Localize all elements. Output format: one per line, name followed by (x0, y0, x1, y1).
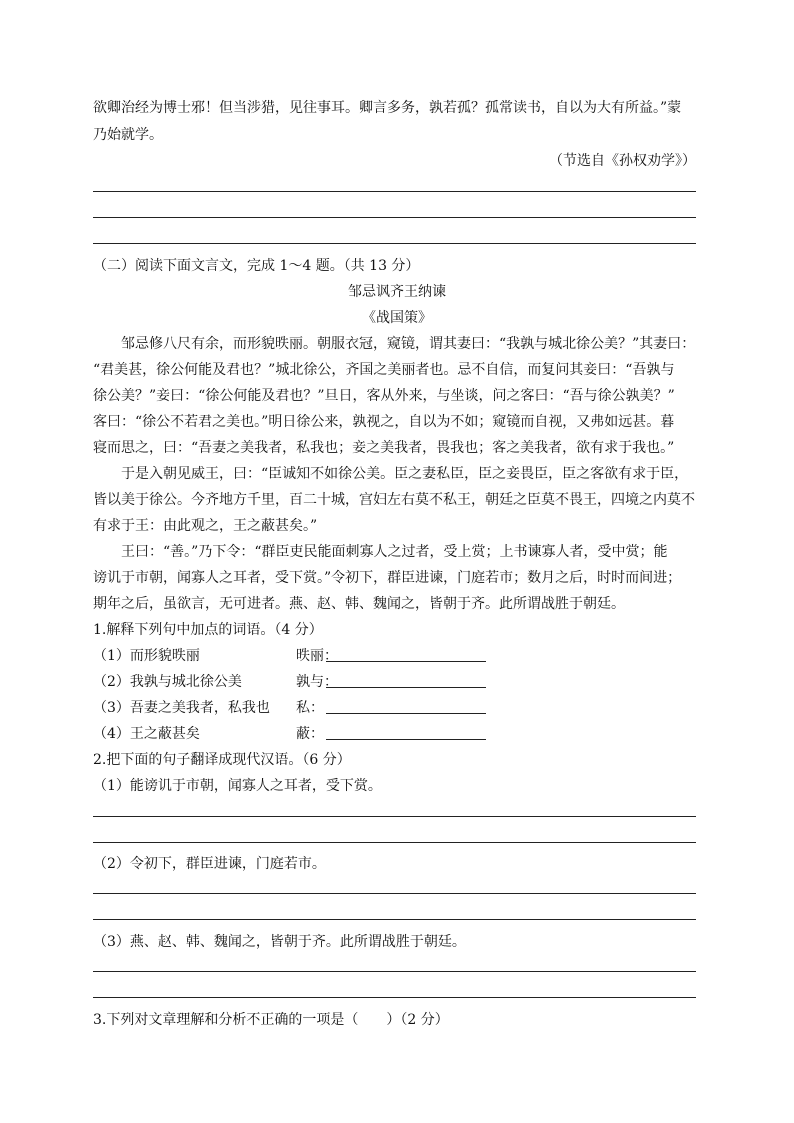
passage-line: 邹忌修八尺有余，而形貌昳丽。朝服衣冠，窥镜，谓其妻曰：“我孰与城北徐公美？”其妻曰： (93, 336, 696, 352)
answer-line[interactable] (93, 243, 696, 244)
q1-sentence: （2）我孰与城北徐公美 (93, 674, 242, 690)
answer-line[interactable] (93, 842, 696, 843)
answer-line[interactable] (93, 217, 696, 218)
passage-book: 《战国策》 (362, 310, 432, 326)
passage-line: “君美甚，徐公何能及君也？”城北徐公，齐国之美丽者也。忌不自信，而复问其妾曰：“吾孰与 (93, 362, 675, 378)
q2-sentence: （2）令初下，群臣进谏，门庭若市。 (93, 856, 326, 872)
passage-line: 谤讥于市朝，闻寡人之耳者，受下赏。”令初下，群臣进谏，门庭若市；数月之后，时时而间进； (93, 570, 682, 586)
question-stem: 1.解释下列句中加点的词语。（4 分） (93, 622, 323, 638)
q1-word: 蔽： (296, 726, 324, 742)
q1-answer-blank[interactable] (326, 713, 486, 714)
passage-title: 邹忌讽齐王纳谏 (348, 284, 446, 300)
answer-line[interactable] (93, 893, 696, 894)
passage-line: 有求于王：由此观之，王之蔽甚矣。” (93, 518, 318, 534)
q1-answer-blank[interactable] (326, 739, 486, 740)
answer-line[interactable] (93, 191, 696, 192)
question-stem: 3.下列对文章理解和分析不正确的一项是（ ）（2 分） (93, 1012, 449, 1028)
q1-sentence: （3）吾妻之美我者，私我也 (93, 700, 270, 716)
q1-sentence: （4）王之蔽甚矣 (93, 726, 200, 742)
question-stem: 2.把下面的句子翻译成现代汉语。（6 分） (93, 752, 351, 768)
q1-word: 孰与： (296, 674, 338, 690)
q1-answer-blank[interactable] (326, 661, 486, 662)
q1-answer-blank[interactable] (326, 687, 486, 688)
answer-line[interactable] (93, 919, 696, 920)
passage-line: 王曰：“善。”乃下令：“群臣吏民能面刺寡人之过者，受上赏；上书谏寡人者，受中赏；能 (93, 544, 668, 560)
passage-line: 于是入朝见威王，曰：“臣诚知不如徐公美。臣之妻私臣，臣之妾畏臣，臣之客欲有求于臣， (93, 466, 689, 482)
answer-line[interactable] (93, 816, 696, 817)
answer-line[interactable] (93, 997, 696, 998)
passage-line: 皆以美于徐公。今齐地方千里，百二十城，宫妇左右莫不私王，朝廷之臣莫不畏王，四境之内莫不 (93, 492, 695, 508)
answer-line[interactable] (93, 971, 696, 972)
passage-line: 期年之后，虽欲言，无可进者。燕、赵、韩、魏闻之，皆朝于齐。此所谓战胜于朝廷。 (93, 596, 625, 612)
q1-word: 私： (296, 700, 324, 716)
passage-line: 欲卿治经为博士邪！但当涉猎，见往事耳。卿言多务，孰若孤？孤常读书，自以为大有所益。”蒙 (93, 100, 682, 116)
q1-word: 昳丽： (296, 648, 338, 664)
q2-sentence: （1）能谤讥于市朝，闻寡人之耳者，受下赏。 (93, 778, 382, 794)
passage-line: 客曰：“徐公不若君之美也。”明日徐公来，孰视之，自以为不如；窥镜而自视，又弗如远甚。暮 (93, 414, 675, 430)
passage-line: 乃始就学。 (93, 127, 163, 143)
q1-sentence: （1）而形貌昳丽 (93, 648, 200, 664)
q2-sentence: （3）燕、赵、韩、魏闻之，皆朝于齐。此所谓战胜于朝廷。 (93, 934, 466, 950)
passage-line: 寝而思之，曰：“吾妻之美我者，私我也；妾之美我者，畏我也；客之美我者，欲有求于我也。” (93, 440, 675, 456)
section-heading: （二）阅读下面文言文，完成 1～4 题。（共 13 分） (93, 258, 420, 274)
passage-line: 徐公美？”妾曰：“徐公何能及君也？”旦日，客从外来，与坐谈，问之客曰：“吾与徐公孰美？” (93, 388, 675, 404)
passage-source: （节选自《孙权劝学》） (549, 153, 696, 169)
